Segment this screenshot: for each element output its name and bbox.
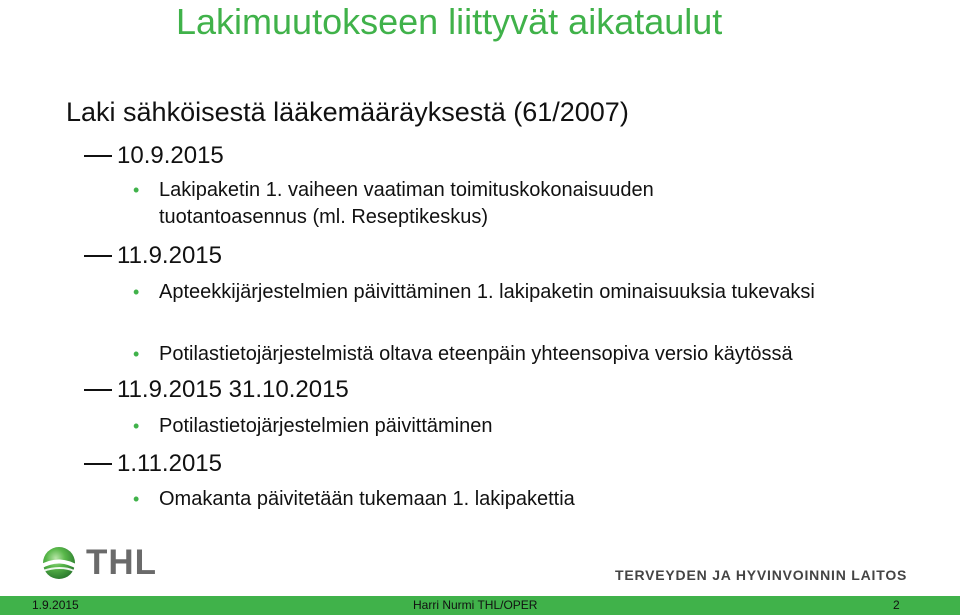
- bullet-text: Apteekkijärjestelmien päivittäminen 1. lakipaketin ominaisuuksia tukevaksi: [159, 281, 815, 303]
- date-item-1: [84, 142, 224, 170]
- thl-logo-text: THL: [86, 543, 158, 582]
- footer-date: 1.9.2015: [32, 598, 79, 612]
- dash-marker: [84, 463, 112, 465]
- bullet-item: [133, 341, 933, 368]
- bullet-text: Potilastietojärjestelmistä oltava eteenpäin yhteensopiva versio käytössä: [159, 343, 793, 365]
- bullet-text: Omakanta päivitetään tukemaan 1. lakipakettia: [159, 488, 575, 510]
- bullet-text: Lakipaketin 1. vaiheen vaatiman toimituskokonaisuuden tuotantoasennus (ml. Reseptikeskus): [159, 179, 654, 228]
- footer-author: Harri Nurmi THL/OPER: [413, 598, 538, 612]
- dash-marker: [84, 255, 112, 257]
- page-number: 2: [893, 598, 900, 612]
- bullet-icon: •: [133, 344, 140, 364]
- bullet-item: [133, 177, 933, 231]
- date-item-2: [84, 242, 222, 270]
- date-item-4: [84, 450, 222, 478]
- bullet-item: [133, 279, 933, 306]
- bullet-icon: •: [133, 489, 140, 509]
- organization-name: TERVEYDEN JA HYVINVOINNIN LAITOS: [615, 567, 908, 583]
- bullet-icon: •: [133, 180, 140, 200]
- date-label: 11.9.2015: [117, 242, 222, 269]
- bullet-item: [133, 413, 933, 440]
- slide-title: Lakimuutokseen liittyvät aikataulut: [176, 1, 723, 42]
- dash-marker: [84, 389, 112, 391]
- bullet-text: Potilastietojärjestelmien päivittäminen: [159, 415, 493, 437]
- date-label: 1.11.2015: [117, 450, 222, 477]
- date-item-3: [84, 376, 349, 404]
- bullet-icon: •: [133, 416, 140, 436]
- dash-marker: [84, 155, 112, 157]
- date-label: 11.9.2015 31.10.2015: [117, 376, 349, 403]
- section-heading: Laki sähköisestä lääkemääräyksestä (61/2007): [66, 97, 629, 127]
- bullet-icon: •: [133, 282, 140, 302]
- date-label: 10.9.2015: [117, 142, 224, 169]
- bullet-item: [133, 486, 933, 513]
